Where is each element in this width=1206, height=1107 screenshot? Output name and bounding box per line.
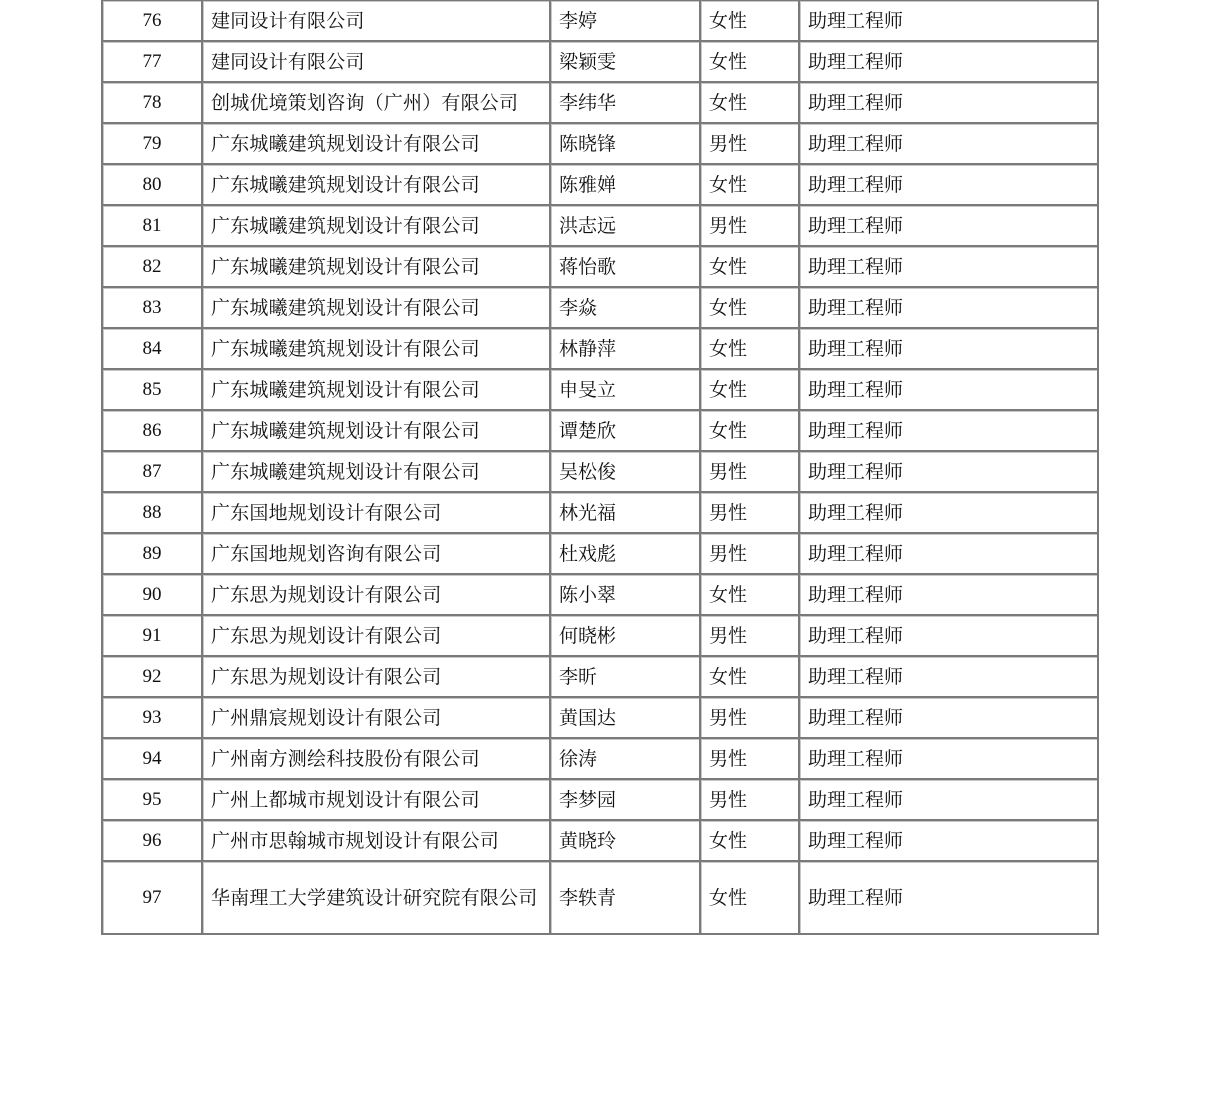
row-number: 89	[103, 532, 203, 573]
job-title-cell: 助理工程师	[800, 819, 1099, 860]
row-number: 76	[103, 0, 203, 40]
company-cell: 广东城曦建筑规划设计有限公司	[203, 450, 551, 491]
table-row	[103, 737, 1099, 778]
company-cell: 广州南方测绘科技股份有限公司	[203, 737, 551, 778]
company-cell: 广东城曦建筑规划设计有限公司	[203, 286, 551, 327]
company-cell: 广东思为规划设计有限公司	[203, 614, 551, 655]
gender-cell: 男性	[701, 204, 800, 245]
company-cell: 创城优境策划咨询（广州）有限公司	[203, 81, 551, 122]
person-name-cell: 陈晓锋	[551, 122, 701, 163]
row-number: 85	[103, 368, 203, 409]
gender-cell: 女性	[701, 409, 800, 450]
company-cell: 广东国地规划咨询有限公司	[203, 532, 551, 573]
gender-cell: 女性	[701, 819, 800, 860]
job-title-cell: 助理工程师	[800, 573, 1099, 614]
gender-cell: 男性	[701, 450, 800, 491]
person-name-cell: 蒋怡歌	[551, 245, 701, 286]
row-number: 78	[103, 81, 203, 122]
company-cell: 广州市思翰城市规划设计有限公司	[203, 819, 551, 860]
row-number: 84	[103, 327, 203, 368]
table-row	[103, 40, 1099, 81]
row-number: 95	[103, 778, 203, 819]
person-name-cell: 洪志远	[551, 204, 701, 245]
gender-cell: 女性	[701, 81, 800, 122]
person-name-cell: 申旻立	[551, 368, 701, 409]
person-name-cell: 谭楚欣	[551, 409, 701, 450]
gender-cell: 男性	[701, 122, 800, 163]
person-name-cell: 何晓彬	[551, 614, 701, 655]
person-name-cell: 黄国达	[551, 696, 701, 737]
roster-table-body	[103, 0, 1099, 933]
table-row	[103, 0, 1099, 40]
row-number: 88	[103, 491, 203, 532]
table-row	[103, 409, 1099, 450]
job-title-cell: 助理工程师	[800, 40, 1099, 81]
job-title-cell: 助理工程师	[800, 0, 1099, 40]
table-row	[103, 819, 1099, 860]
table-row	[103, 491, 1099, 532]
table-row	[103, 532, 1099, 573]
company-cell: 广州鼎宸规划设计有限公司	[203, 696, 551, 737]
job-title-cell: 助理工程师	[800, 655, 1099, 696]
job-title-cell: 助理工程师	[800, 737, 1099, 778]
row-number: 77	[103, 40, 203, 81]
gender-cell: 女性	[701, 327, 800, 368]
company-cell: 广东城曦建筑规划设计有限公司	[203, 327, 551, 368]
job-title-cell: 助理工程师	[800, 327, 1099, 368]
row-number: 81	[103, 204, 203, 245]
row-number: 97	[103, 860, 203, 933]
person-name-cell: 李焱	[551, 286, 701, 327]
table-row	[103, 368, 1099, 409]
job-title-cell: 助理工程师	[800, 122, 1099, 163]
company-cell: 华南理工大学建筑设计研究院有限公司	[203, 860, 551, 933]
company-cell: 广州上都城市规划设计有限公司	[203, 778, 551, 819]
gender-cell: 女性	[701, 245, 800, 286]
job-title-cell: 助理工程师	[800, 696, 1099, 737]
roster-table	[101, 0, 1099, 935]
person-name-cell: 陈雅婵	[551, 163, 701, 204]
job-title-cell: 助理工程师	[800, 81, 1099, 122]
table-row	[103, 245, 1099, 286]
row-number: 80	[103, 163, 203, 204]
person-name-cell: 林光福	[551, 491, 701, 532]
row-number: 96	[103, 819, 203, 860]
table-row	[103, 696, 1099, 737]
row-number: 90	[103, 573, 203, 614]
job-title-cell: 助理工程师	[800, 368, 1099, 409]
gender-cell: 女性	[701, 40, 800, 81]
gender-cell: 女性	[701, 286, 800, 327]
person-name-cell: 李婷	[551, 0, 701, 40]
table-row	[103, 860, 1099, 933]
table-row	[103, 204, 1099, 245]
person-name-cell: 梁颖雯	[551, 40, 701, 81]
person-name-cell: 李梦园	[551, 778, 701, 819]
table-row	[103, 122, 1099, 163]
row-number: 82	[103, 245, 203, 286]
row-number: 91	[103, 614, 203, 655]
gender-cell: 女性	[701, 368, 800, 409]
company-cell: 广东城曦建筑规划设计有限公司	[203, 245, 551, 286]
row-number: 79	[103, 122, 203, 163]
table-row	[103, 81, 1099, 122]
table-row	[103, 163, 1099, 204]
row-number: 92	[103, 655, 203, 696]
table-row	[103, 286, 1099, 327]
gender-cell: 男性	[701, 696, 800, 737]
job-title-cell: 助理工程师	[800, 491, 1099, 532]
job-title-cell: 助理工程师	[800, 163, 1099, 204]
company-cell: 建同设计有限公司	[203, 0, 551, 40]
person-name-cell: 徐涛	[551, 737, 701, 778]
row-number: 94	[103, 737, 203, 778]
company-cell: 广东城曦建筑规划设计有限公司	[203, 163, 551, 204]
table-row	[103, 450, 1099, 491]
person-name-cell: 李昕	[551, 655, 701, 696]
job-title-cell: 助理工程师	[800, 860, 1099, 933]
table-row	[103, 614, 1099, 655]
gender-cell: 男性	[701, 491, 800, 532]
person-name-cell: 陈小翠	[551, 573, 701, 614]
company-cell: 广东城曦建筑规划设计有限公司	[203, 122, 551, 163]
company-cell: 广东城曦建筑规划设计有限公司	[203, 409, 551, 450]
person-name-cell: 杜戏彪	[551, 532, 701, 573]
gender-cell: 男性	[701, 778, 800, 819]
job-title-cell: 助理工程师	[800, 778, 1099, 819]
job-title-cell: 助理工程师	[800, 286, 1099, 327]
table-row	[103, 655, 1099, 696]
job-title-cell: 助理工程师	[800, 614, 1099, 655]
company-cell: 广东城曦建筑规划设计有限公司	[203, 368, 551, 409]
person-name-cell: 林静萍	[551, 327, 701, 368]
company-cell: 广东城曦建筑规划设计有限公司	[203, 204, 551, 245]
gender-cell: 女性	[701, 163, 800, 204]
table-row	[103, 778, 1099, 819]
gender-cell: 女性	[701, 860, 800, 933]
company-cell: 广东国地规划设计有限公司	[203, 491, 551, 532]
person-name-cell: 李轶青	[551, 860, 701, 933]
person-name-cell: 吴松俊	[551, 450, 701, 491]
gender-cell: 男性	[701, 614, 800, 655]
row-number: 93	[103, 696, 203, 737]
company-cell: 广东思为规划设计有限公司	[203, 573, 551, 614]
gender-cell: 男性	[701, 532, 800, 573]
job-title-cell: 助理工程师	[800, 532, 1099, 573]
company-cell: 建同设计有限公司	[203, 40, 551, 81]
job-title-cell: 助理工程师	[800, 450, 1099, 491]
gender-cell: 女性	[701, 655, 800, 696]
job-title-cell: 助理工程师	[800, 204, 1099, 245]
company-cell: 广东思为规划设计有限公司	[203, 655, 551, 696]
gender-cell: 女性	[701, 0, 800, 40]
gender-cell: 女性	[701, 573, 800, 614]
person-name-cell: 黄晓玲	[551, 819, 701, 860]
table-row	[103, 327, 1099, 368]
table-row	[103, 573, 1099, 614]
row-number: 86	[103, 409, 203, 450]
row-number: 87	[103, 450, 203, 491]
gender-cell: 男性	[701, 737, 800, 778]
job-title-cell: 助理工程师	[800, 409, 1099, 450]
row-number: 83	[103, 286, 203, 327]
person-name-cell: 李纬华	[551, 81, 701, 122]
job-title-cell: 助理工程师	[800, 245, 1099, 286]
